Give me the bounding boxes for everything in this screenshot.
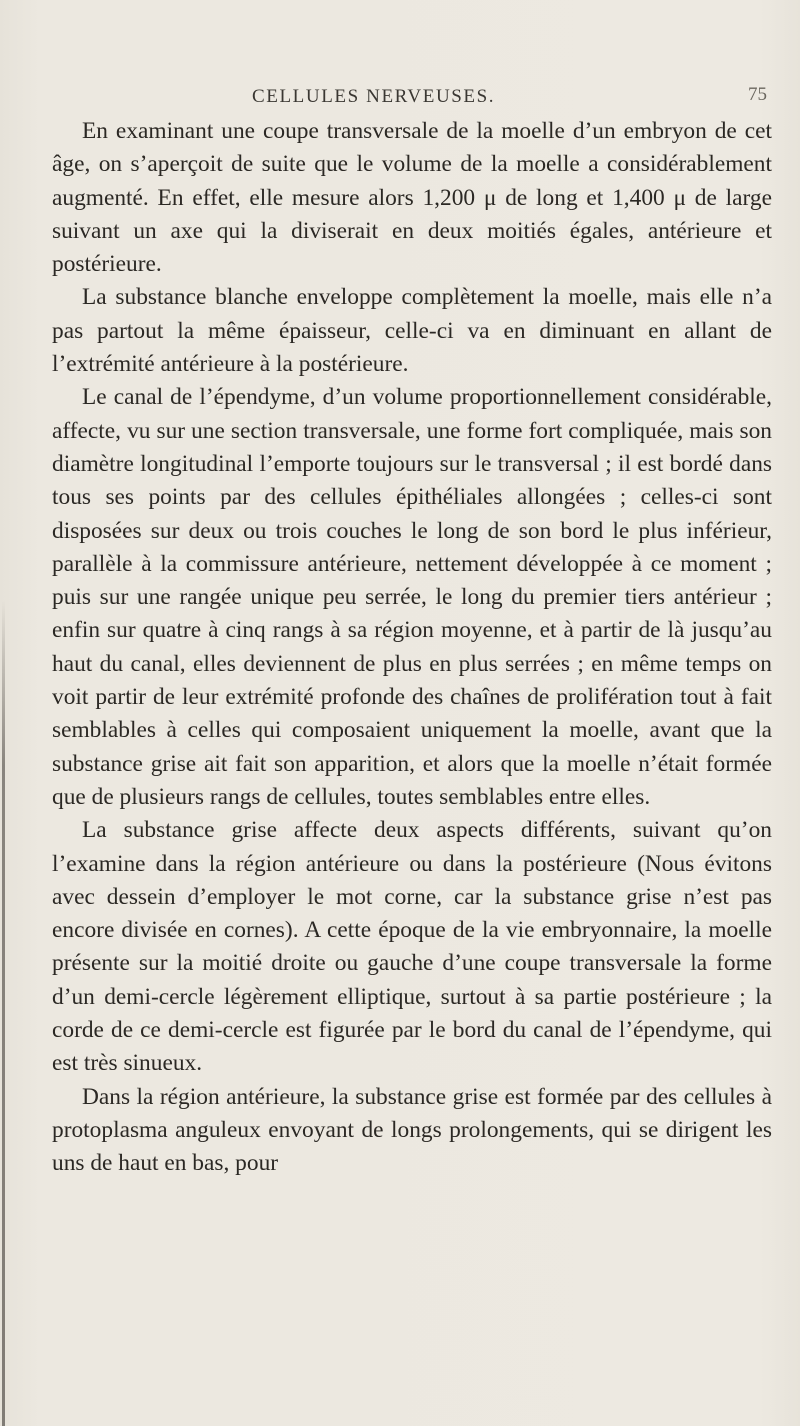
body-text — [52, 115, 772, 1181]
paragraph: La substance grise affecte deux aspects différents, suivant qu’on l’examine dans la région antérieure ou dans la postérieure (Nous évitons avec dessein d’employer le mot corne, car la substance grise n’est pas encore divisée en cornes). A cette époque de la vie embryonnaire, la moelle présente sur la moitié droite ou gauche d’une coupe transversale la forme d’un demi-cercle légèrement elliptique, surtout à sa partie postérieure ; la corde de ce demi-cercle est figurée par le bord du canal de l’épendyme, qui est très sinueux. — [52, 817, 772, 1077]
page-number: 75 — [748, 84, 767, 105]
running-header — [0, 84, 800, 114]
paragraph: Le canal de l’épendyme, d’un volume proportionnellement considérable, affecte, vu sur une section transversale, une forme fort compliquée, mais son diamètre longitudinal l’emporte toujours sur le transversal ; il est bordé dans tous ses points par des cellules épithéliales allongées ; celles-ci sont disposées sur deux ou trois couches le long de son bord le plus inférieur, parallèle à la commissure antérieure, nettement développée à ce moment ; puis sur une rangée unique peu serrée, le long du premier tiers antérieur ; enfin sur quatre à cinq rangs à sa région moyenne, et à partir de là jusqu’au haut du canal, elles deviennent de plus en plus serrées ; en même temps on voit partir de leur extrémité profonde des chaînes de prolifération tout à fait semblables à celles qui composaient uniquement la moelle, avant que la substance grise ait fait son apparition, et alors que la moelle n’était formée que de plusieurs rangs de cellules, toutes semblables entre elles. — [52, 384, 772, 810]
paragraph: Dans la région antérieure, la substance grise est formée par des cellules à protoplasma anguleux envoyant de longs prolongements, qui se dirigent les uns de haut en bas, pour — [52, 1083, 772, 1177]
paragraph: En examinant une coupe transversale de la moelle d’un embryon de cet âge, on s’aperçoit de suite que le volume de la moelle a considérablement augmenté. En effet, elle mesure alors 1,200 μ de long et 1,400 μ de large suivant un axe qui la diviserait en deux moitiés égales, antérieure et postérieure. — [52, 118, 772, 278]
page-gutter-shadow — [2, 600, 5, 1426]
running-title: CELLULES NERVEUSES. — [252, 86, 496, 107]
paragraph: La substance blanche enveloppe complètement la moelle, mais elle n’a pas partout la même épaisseur, celle-ci va en diminuant en allant de l’extrémité antérieure à la postérieure. — [52, 284, 772, 378]
